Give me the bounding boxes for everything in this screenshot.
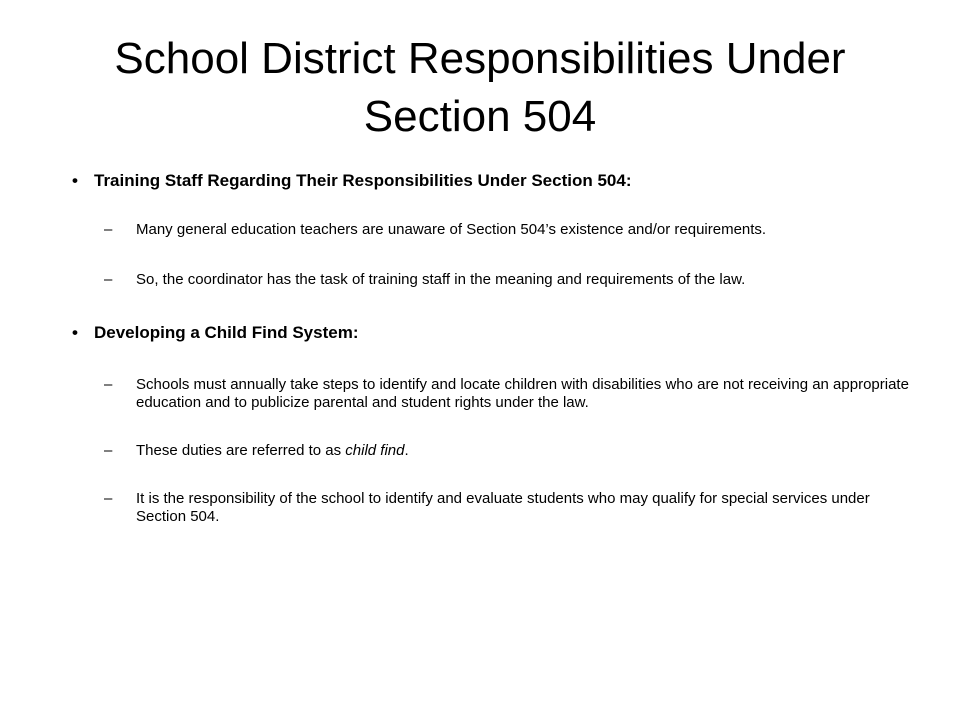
sub-item-text: Many general education teachers are unaware of Section 504’s existence and/or requirements. xyxy=(136,221,767,238)
bullet-item-training-staff xyxy=(72,170,912,192)
sub-item xyxy=(72,271,912,289)
bullet-dot-icon: • xyxy=(72,323,78,342)
dash-icon: – xyxy=(104,271,113,288)
sub-item-text: It is the responsibility of the school to identify and evaluate students who may qualify for special services under Section 504. xyxy=(136,490,870,525)
sub-item xyxy=(72,442,912,460)
slide-title: School District Responsibilities Under Section 504 xyxy=(114,34,846,141)
sub-item-text-before: These duties are referred to as xyxy=(136,442,346,459)
sub-item-text: Schools must annually take steps to identify and locate children with disabilities who are not receiving an appropriate education and to publicize parental and student rights under the law. xyxy=(136,376,909,411)
dash-icon: – xyxy=(104,442,113,459)
sub-item-text-after: . xyxy=(404,442,409,459)
dash-icon: – xyxy=(104,490,113,507)
sub-item xyxy=(72,490,912,526)
bullet-text: Training Staff Regarding Their Responsibilities Under Section 504: xyxy=(94,171,632,190)
slide-body xyxy=(72,170,912,526)
sub-item xyxy=(72,221,912,239)
sub-item-text xyxy=(136,442,409,459)
dash-icon: – xyxy=(104,221,113,238)
bullet-item-child-find xyxy=(72,322,912,344)
dash-icon: – xyxy=(104,376,113,393)
bullet-dot-icon: • xyxy=(72,171,78,190)
sub-item-text: So, the coordinator has the task of training staff in the meaning and requirements of the law. xyxy=(136,271,746,288)
emphasis-child-find: child find xyxy=(345,442,405,459)
sub-item xyxy=(72,376,912,412)
bullet-text: Developing a Child Find System: xyxy=(94,323,359,342)
